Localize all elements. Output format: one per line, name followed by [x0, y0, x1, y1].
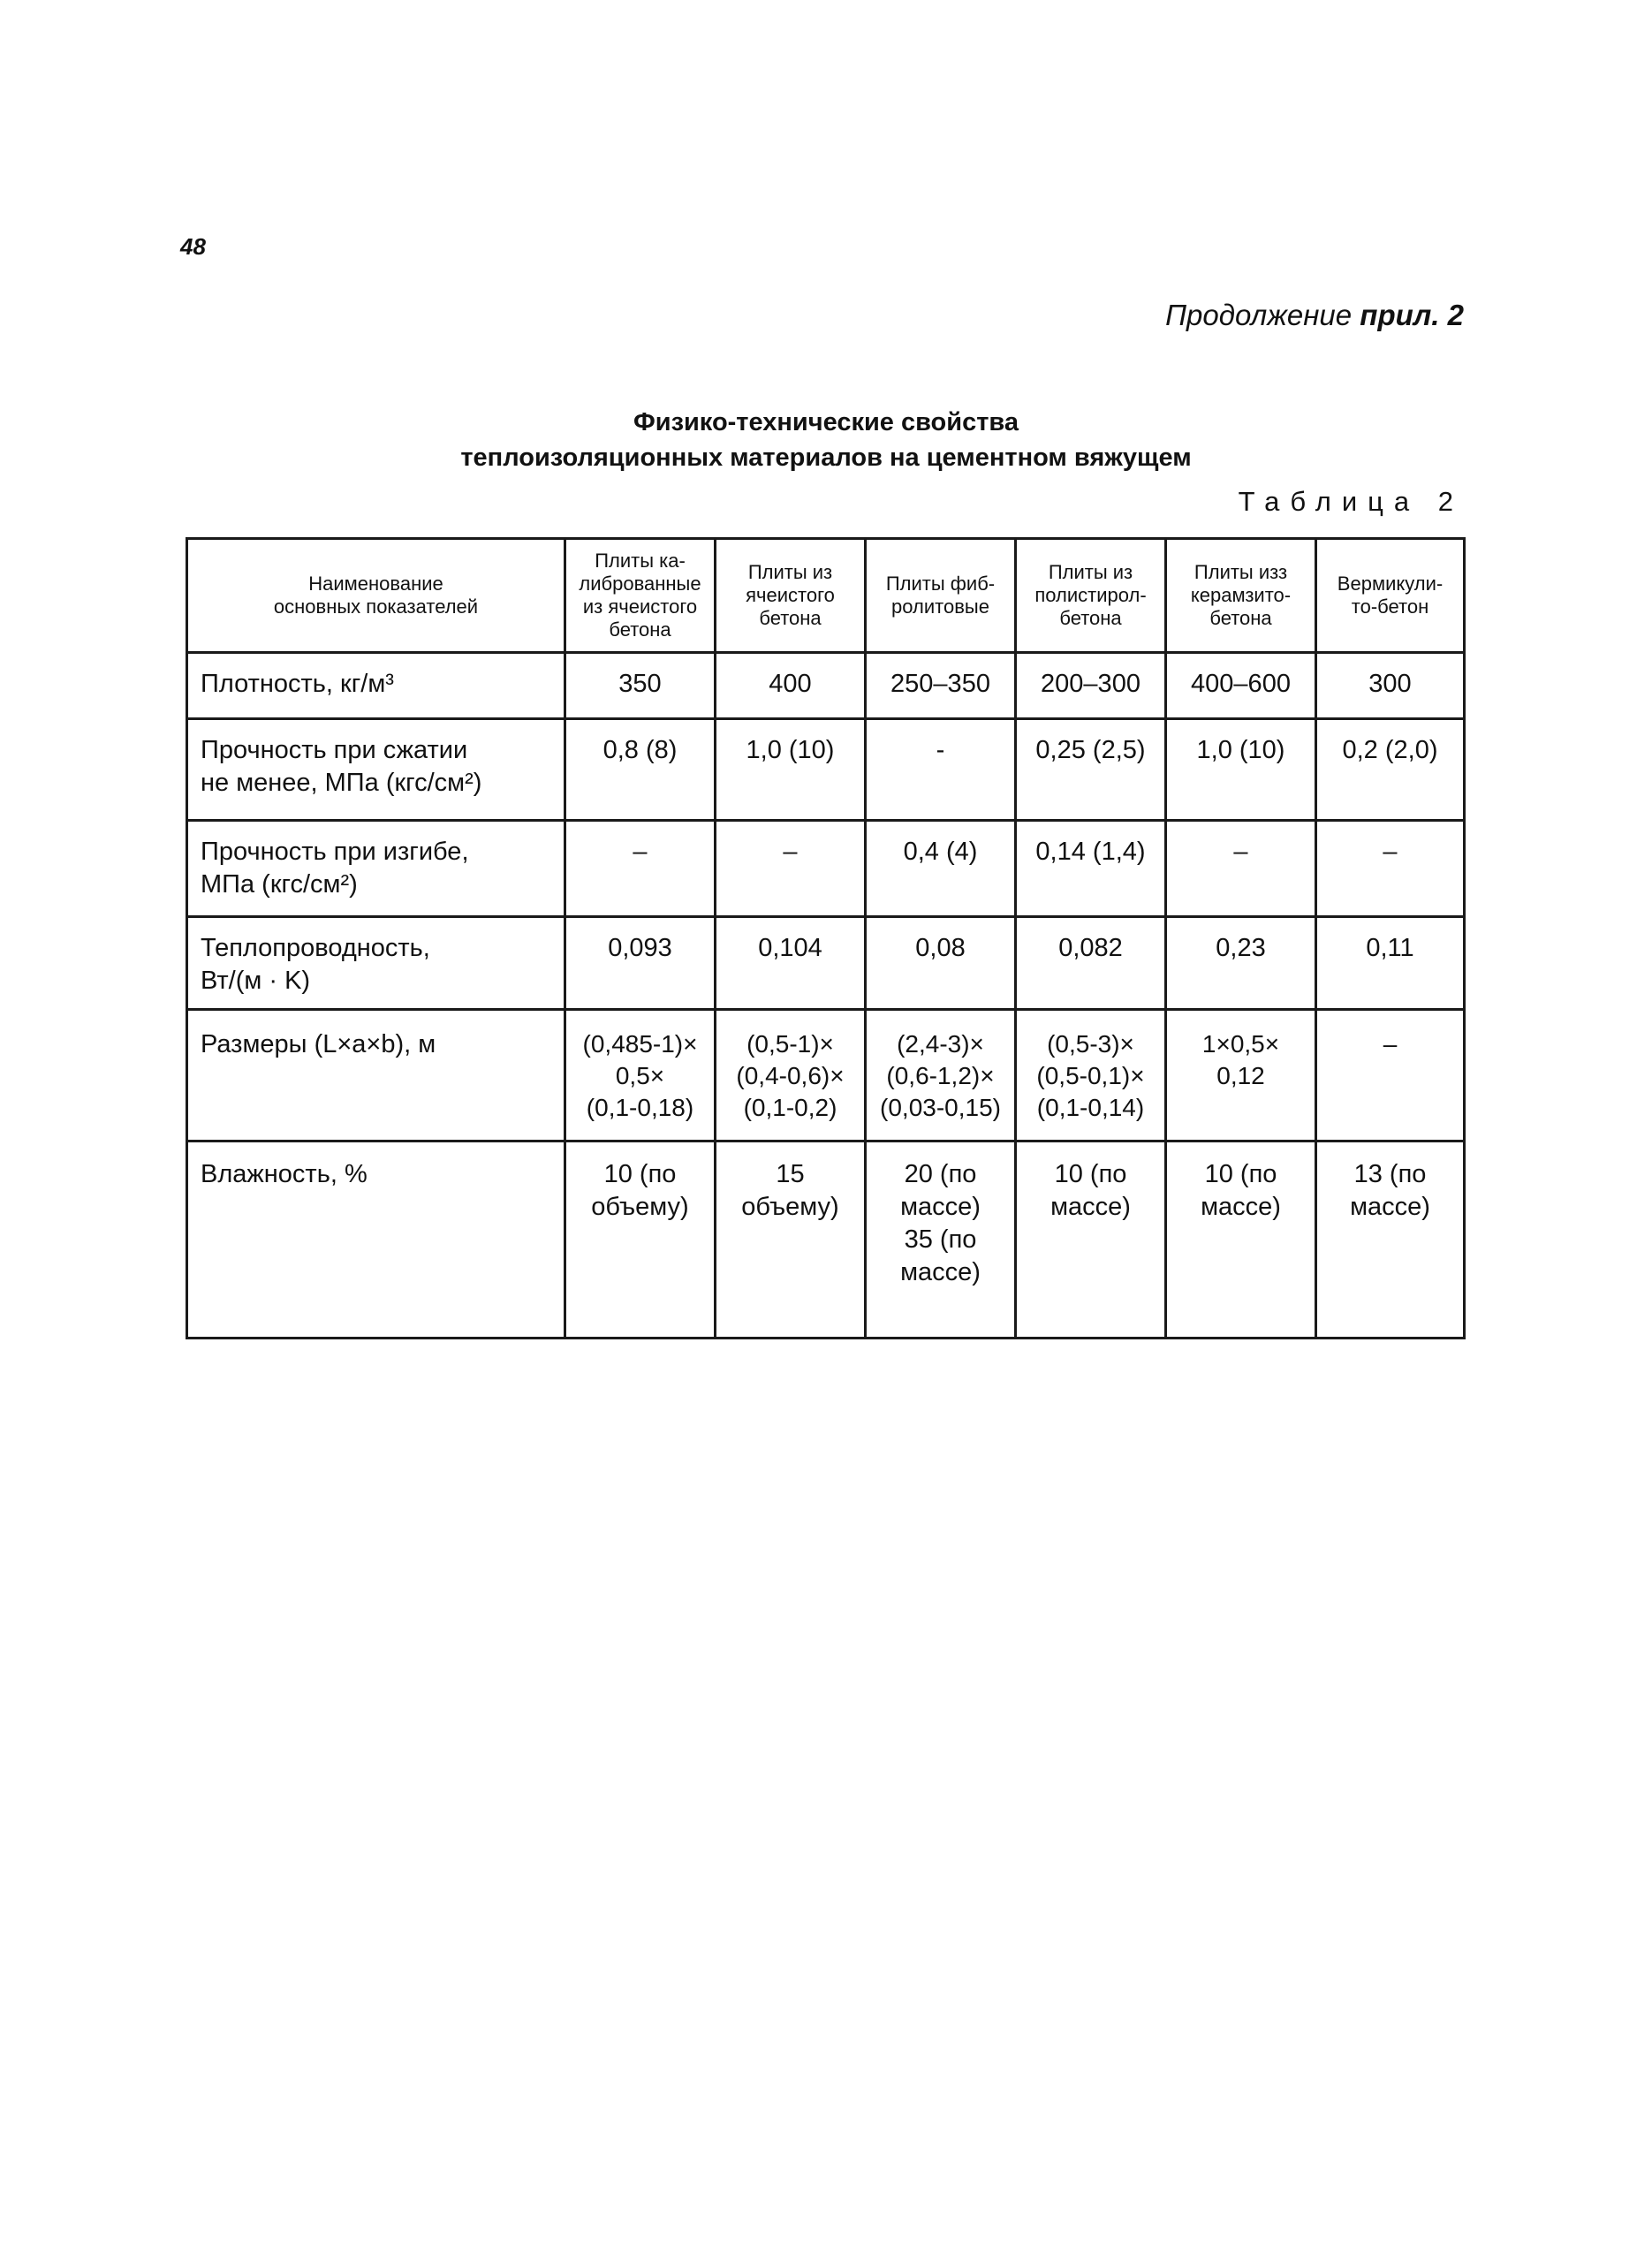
table-cell: – — [1166, 821, 1316, 917]
table-cell: 400–600 — [1166, 653, 1316, 719]
table-cell: 0,08 — [866, 917, 1016, 1010]
table-row-density — [187, 653, 1465, 719]
table-cell — [1016, 1141, 1166, 1339]
header-fibrolite-slabs — [866, 539, 1016, 653]
table-cell: – — [1316, 821, 1465, 917]
properties-table — [186, 537, 1466, 1339]
table-header-row — [187, 539, 1465, 653]
table-title — [88, 405, 1564, 475]
table-cell: 0,082 — [1016, 917, 1166, 1010]
cell-text: 10 (по массе) — [1050, 1160, 1131, 1221]
header-text: Вермикули- то-бетон — [1337, 573, 1444, 618]
cell-text: (0,485-1)× 0,5× (0,1-0,18) — [582, 1030, 698, 1121]
cell-text: 13 (по массе) — [1350, 1160, 1430, 1221]
row-name — [187, 917, 565, 1010]
header-text: Плиты ка- либрованные из ячеистого бетона — [579, 550, 701, 641]
continuation-prefix: Продолжение — [1165, 299, 1353, 331]
table-cell: 0,8 (8) — [565, 719, 716, 821]
table-cell: 0,14 (1,4) — [1016, 821, 1166, 917]
table-cell: 1,0 (10) — [1166, 719, 1316, 821]
row-name-text: Плотность, кг/м³ — [201, 670, 394, 698]
table-cell: - — [866, 719, 1016, 821]
table-cell: 250–350 — [866, 653, 1016, 719]
table-cell: 0,25 (2,5) — [1016, 719, 1166, 821]
table-cell: 200–300 — [1016, 653, 1166, 719]
table-cell: 350 — [565, 653, 716, 719]
header-expanded-clay-slabs — [1166, 539, 1316, 653]
table-cell: 300 — [1316, 653, 1465, 719]
cell-text: (2,4-3)× (0,6-1,2)× (0,03-0,15) — [880, 1030, 1001, 1121]
header-text: Плиты изз керамзито- бетона — [1190, 561, 1292, 629]
table-cell: 0,11 — [1316, 917, 1465, 1010]
table-cell — [565, 1141, 716, 1339]
cell-text: 20 (по массе) 35 (по массе) — [900, 1160, 981, 1286]
row-name-text: Теплопроводность, Вт/(м · K) — [201, 934, 430, 995]
continuation-note — [1165, 299, 1464, 332]
table-cell: 0,093 — [565, 917, 716, 1010]
table-cell: 400 — [716, 653, 866, 719]
table-row-compressive-strength — [187, 719, 1465, 821]
title-line-1: Физико-технические свойства — [633, 408, 1019, 436]
row-name — [187, 821, 565, 917]
row-name-text: Прочность при сжатии не менее, МПа (кгс/см²) — [201, 736, 482, 797]
cell-text: 10 (по массе) — [1201, 1160, 1281, 1221]
table-cell — [1166, 1010, 1316, 1141]
row-name — [187, 1141, 565, 1339]
table-row-bending-strength — [187, 821, 1465, 917]
table-cell — [866, 1010, 1016, 1141]
header-cellular-concrete-slabs — [716, 539, 866, 653]
row-name — [187, 1010, 565, 1141]
table-row-moisture — [187, 1141, 1465, 1339]
table-cell — [565, 1010, 716, 1141]
header-calibrated-cellular-slabs — [565, 539, 716, 653]
table-cell — [866, 1141, 1016, 1339]
table-cell — [716, 1141, 866, 1339]
header-text: Плиты из ячеистого бетона — [746, 561, 835, 629]
cell-text: 15 объему) — [741, 1160, 839, 1221]
cell-text: 10 (по объему) — [591, 1160, 689, 1221]
table-cell: 0,23 — [1166, 917, 1316, 1010]
page-number: 48 — [180, 233, 206, 260]
cell-text: 1×0,5× 0,12 — [1201, 1030, 1280, 1089]
table-cell: 0,104 — [716, 917, 866, 1010]
table-cell — [1316, 1010, 1465, 1141]
row-name — [187, 653, 565, 719]
header-text: Плиты фиб- ролитовые — [885, 573, 996, 618]
table-cell: 0,4 (4) — [866, 821, 1016, 917]
table-label: Таблица 2 — [1238, 486, 1464, 517]
table-cell: 1,0 (10) — [716, 719, 866, 821]
header-text: Наименование основных показателей — [273, 573, 479, 618]
row-name-text: Размеры (L×a×b), м — [201, 1030, 436, 1058]
header-polystyrene-concrete-slabs — [1016, 539, 1166, 653]
row-name-text: Прочность при изгибе, МПа (кгс/см²) — [201, 838, 469, 899]
row-name — [187, 719, 565, 821]
table-cell — [1016, 1010, 1166, 1141]
table-cell — [1316, 1141, 1465, 1339]
table-row-dimensions — [187, 1010, 1465, 1141]
table-cell — [1166, 1141, 1316, 1339]
table-cell: 0,2 (2,0) — [1316, 719, 1465, 821]
cell-text: (0,5-3)× (0,5-0,1)× (0,1-0,14) — [1036, 1030, 1145, 1121]
header-text: Плиты из полистирол- бетона — [1034, 561, 1147, 629]
cell-text: (0,5-1)× (0,4-0,6)× (0,1-0,2) — [736, 1030, 845, 1121]
table-cell: – — [565, 821, 716, 917]
table-cell — [716, 1010, 866, 1141]
header-indicator-name — [187, 539, 565, 653]
cell-text: – — [1383, 1030, 1398, 1058]
table-row-thermal-conductivity — [187, 917, 1465, 1010]
header-vermiculite-concrete — [1316, 539, 1465, 653]
continuation-appendix: прил. 2 — [1360, 299, 1464, 331]
table-cell: – — [716, 821, 866, 917]
title-line-2: теплоизоляционных материалов на цементном вяжущем — [460, 444, 1192, 472]
row-name-text: Влажность, % — [201, 1160, 368, 1188]
